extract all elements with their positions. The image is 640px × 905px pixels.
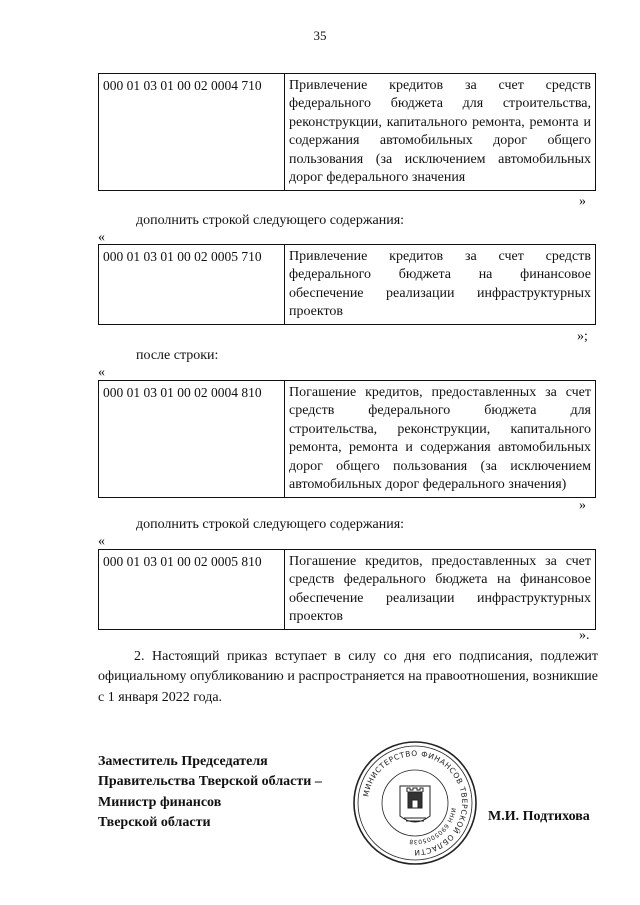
instruction-text: дополнить строкой следующего содержания: — [136, 213, 405, 228]
budget-code-table-4 — [98, 549, 596, 630]
closing-quote: »; — [577, 329, 588, 344]
seal-icon — [350, 738, 480, 868]
svg-text:ИНН 6905005038: ИНН 6905005038 — [408, 807, 457, 846]
signatory-position — [98, 752, 322, 833]
table-row — [99, 550, 596, 630]
instruction-text: после строки: — [136, 348, 219, 363]
closing-quote: » — [579, 194, 586, 209]
position-line: Правительства Тверской области – — [98, 774, 322, 790]
position-line: Министр финансов — [98, 794, 222, 810]
budget-code-table-3 — [98, 380, 596, 498]
official-seal — [350, 738, 480, 868]
table-row — [99, 74, 596, 191]
budget-code: 000 01 03 01 00 02 0004 810 — [99, 381, 285, 498]
budget-description: Погашение кредитов, предоставленных за счет средств федерального бюджета на финансовое обеспечение реализации инфраструктурных проектов — [285, 550, 596, 630]
position-line: Заместитель Председателя — [98, 754, 268, 769]
position-line: Тверской области — [98, 814, 211, 830]
budget-code-table-1 — [98, 73, 596, 191]
budget-description: Привлечение кредитов за счет средств федерального бюджета для строительства, реконструкции, капитального ремонта, ремонта и содержания автомобильных дорог общего пользования (за исключением автомобильных дорог федерального значения — [285, 74, 596, 191]
closing-quote: » — [579, 498, 586, 513]
budget-code: 000 01 03 01 00 02 0004 710 — [99, 74, 285, 191]
table-row — [99, 245, 596, 325]
svg-text:МИНИСТЕРСТВО ФИНАНСОВ ТВЕРСКОЙ: МИНИСТЕРСТВО ФИНАНСОВ ТВЕРСКОЙ ОБЛАСТИ — [361, 748, 470, 858]
opening-quote: « — [98, 534, 105, 549]
page-number: 35 — [313, 28, 327, 43]
budget-code: 000 01 03 01 00 02 0005 810 — [99, 550, 285, 630]
budget-code-table-2 — [98, 244, 596, 325]
table-row — [99, 381, 596, 498]
closing-quote: ». — [579, 628, 590, 643]
budget-code: 000 01 03 01 00 02 0005 710 — [99, 245, 285, 325]
opening-quote: « — [98, 365, 105, 380]
instruction-text: дополнить строкой следующего содержания: — [136, 517, 405, 532]
effective-date-paragraph: 2. Настоящий приказ вступает в силу со дня его подписания, подлежит официальному опубликованию и распространяется на правоотношения, возникшие с 1 января 2022 года. — [98, 649, 598, 705]
budget-description: Погашение кредитов, предоставленных за счет средств федерального бюджета для строительства, реконструкции, капитального ремонта, ремонта и содержания автомобильных дорог общего пользования (за исключением автомобильных дорог федерального значения) — [285, 381, 596, 498]
budget-description: Привлечение кредитов за счет средств федерального бюджета на финансовое обеспечение реализации инфраструктурных проектов — [285, 245, 596, 325]
opening-quote: « — [98, 230, 105, 245]
signatory-name: М.И. Подтихова — [488, 809, 590, 824]
